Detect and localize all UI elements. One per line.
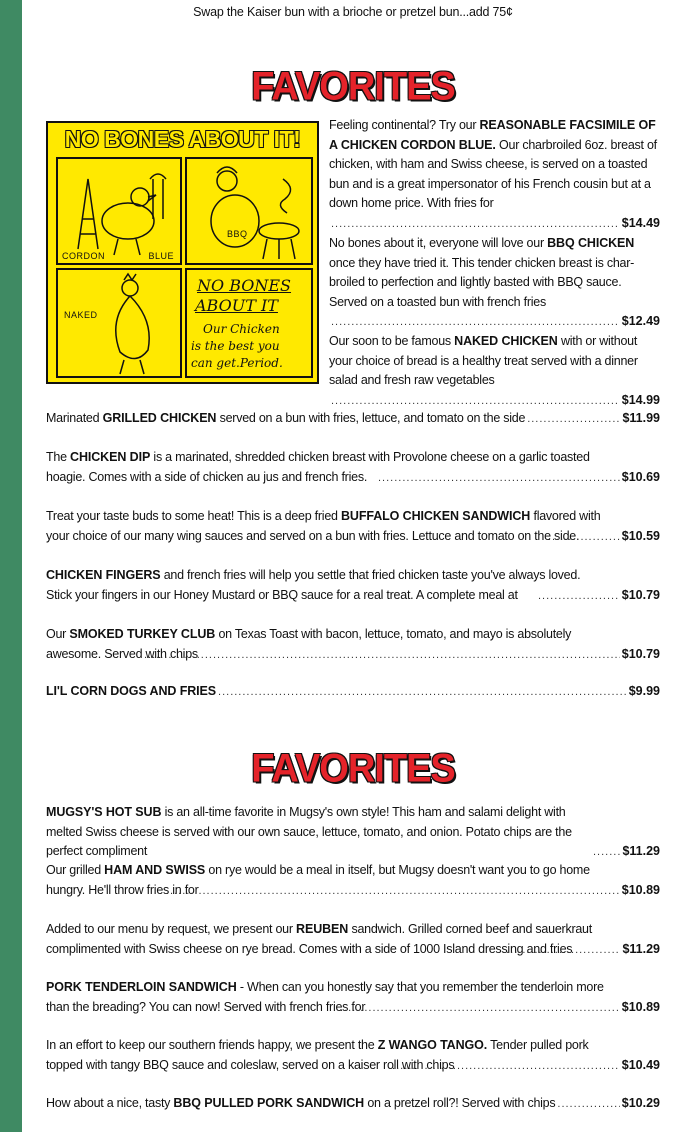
comic-panel-naked	[56, 268, 182, 378]
item-name: BUFFALO CHICKEN SANDWICH	[340, 509, 531, 523]
item-price: $9.99	[628, 684, 660, 698]
menu-item-bbq-pulled-pork	[46, 1094, 660, 1115]
item-desc: with or without your choice of bread is a healthy treat served with a dinner salad and fresh raw vegetables	[329, 334, 638, 387]
menu-item-mugsys-hot-sub	[46, 803, 660, 863]
menu-item-lil-corn-dogs	[46, 682, 660, 703]
bun-upgrade-note: Swap the Kaiser bun with a brioche or pretzel bun...add 75¢	[193, 5, 513, 19]
item-price: $10.79	[621, 646, 660, 661]
item-intro: Feeling continental? Try our	[329, 118, 477, 132]
item-price: $14.99	[621, 392, 660, 407]
menu-item-ham-and-swiss	[46, 861, 660, 901]
item-intro: Our soon to be famous	[329, 334, 451, 348]
menu-item-smoked-turkey-club	[46, 625, 660, 665]
item-name: REUBEN	[296, 922, 349, 936]
item-desc: is an all-time favorite in Mugsy's own style! This ham and salami delight with melted Swiss cheese is served with our own sauce, lettuce, tomato, and onion. Potato chips are the perfect compliment	[46, 805, 572, 858]
item-name: GRILLED CHICKEN	[102, 411, 217, 425]
item-desc: served on a bun with fries, lettuce, and tomato on the side	[219, 411, 526, 425]
item-price: $11.29	[622, 941, 660, 956]
item-intro: Our	[46, 627, 67, 641]
item-name: MUGSY'S HOT SUB	[46, 805, 162, 819]
comic-title: NO BONES ABOUT IT!	[64, 126, 301, 152]
item-desc: is a marinated, shredded chicken breast with Provolone cheese on a garlic toasted hoagie. Comes with a side of chicken au jus and french fries.	[46, 450, 590, 484]
price-line	[329, 391, 660, 412]
item-price: $10.89	[621, 882, 660, 897]
price-line	[329, 312, 660, 333]
item-price: $14.49	[621, 215, 660, 230]
sign-best-you: is the best you	[191, 339, 280, 353]
item-intro: No bones about it, everyone will love our	[329, 236, 544, 250]
price-line	[46, 682, 660, 703]
item-text	[329, 116, 660, 214]
menu-item-reuben	[46, 920, 660, 960]
menu-item-naked-chicken	[329, 332, 660, 411]
item-name: HAM AND SWISS	[104, 863, 206, 877]
price-line	[46, 409, 660, 430]
item-name: Z WANGO TANGO.	[377, 1038, 488, 1052]
item-text	[329, 332, 660, 391]
price-line	[329, 214, 660, 235]
left-green-border	[0, 0, 22, 1132]
item-text	[329, 234, 660, 312]
label-naked: NAKED	[64, 310, 98, 320]
menu-item-grilled-chicken	[46, 409, 660, 430]
item-name: BBQ CHICKEN	[547, 236, 635, 250]
item-price: $11.29	[622, 844, 660, 858]
item-intro: The	[46, 450, 67, 464]
item-price: $10.59	[621, 528, 660, 543]
menu-item-buffalo-chicken-sandwich	[46, 507, 660, 547]
item-price: $10.89	[621, 999, 660, 1014]
item-desc: on a pretzel roll?! Served with chips	[367, 1096, 556, 1110]
menu-item-bbq-chicken	[329, 234, 660, 333]
sign-our-chicken: Our Chicken	[203, 322, 280, 336]
menu-item-chicken-dip	[46, 448, 660, 488]
label-cordon: CORDON	[62, 251, 105, 261]
item-name: BBQ PULLED PORK SANDWICH	[173, 1096, 365, 1110]
item-intro: Treat your taste buds to some heat! This is a deep fried	[46, 509, 338, 523]
price-line	[46, 1094, 660, 1115]
sign-period: can get.Period.	[191, 356, 283, 370]
item-desc: flavored with your choice of our many wing sauces and served on a bun with fries. Lettuce and tomato on the side.	[46, 509, 601, 543]
item-desc: - When can you honestly say that you remember the tenderloin more than the breading? You can now! Served with french fries for	[46, 980, 604, 1014]
item-desc: sandwich. Grilled corned beef and sauerkraut complimented with Swiss cheese on rye bread. Comes with a side of 1000 Island dressing and fries	[46, 922, 592, 956]
menu-item-z-wango-tango	[46, 1036, 660, 1076]
menu-item-pork-tenderloin	[46, 978, 660, 1018]
item-name: REASONABLE FACSIMILE OF A CHICKEN CORDON BLUE.	[329, 118, 656, 152]
comic-panel-sign	[185, 268, 313, 378]
comic-panel-cordon-blue	[56, 157, 182, 265]
label-blue: BLUE	[148, 251, 174, 261]
item-name: NAKED CHICKEN	[454, 334, 558, 348]
menu-item-chicken-fingers	[46, 566, 660, 606]
item-desc: Our charbroiled 6oz. breast of chicken, with ham and Swiss cheese, is served on a toasted bun and is a great impersonator of his French cousin but at a down home price. With fries for	[329, 137, 657, 210]
favorites-heading-2: FAVORITES	[251, 746, 455, 792]
item-price: $10.29	[621, 1096, 660, 1110]
comic-panel-bbq	[185, 157, 313, 265]
item-name: LI'L CORN DOGS AND FRIES	[46, 684, 217, 698]
item-price: $11.99	[622, 411, 660, 425]
item-intro: In an effort to keep our southern friends happy, we present the	[46, 1038, 375, 1052]
no-bones-comic	[46, 121, 319, 384]
item-name: CHICKEN DIP	[70, 450, 151, 464]
item-price: $12.49	[621, 314, 660, 328]
item-intro: Marinated	[46, 411, 100, 425]
item-desc: once they have tried it. This tender chicken breast is char-broiled to perfection and lightly basted with BBQ sauce. Served on a toasted bun with french fries	[329, 255, 635, 309]
bbq-chicken-drawing	[187, 159, 311, 263]
item-desc: and french fries will help you settle that fried chicken taste you've always loved. Stick your fingers in our Honey Mustard or BBQ sauce for a real treat. A complete meal at	[46, 568, 581, 602]
item-desc: on Texas Toast with bacon, lettuce, tomato, and mayo is absolutely awesome. Served with chips	[46, 627, 572, 661]
menu-item-chicken-cordon-blue	[329, 116, 660, 234]
favorites-heading-1: FAVORITES	[251, 64, 455, 110]
item-desc: on rye would be a meal in itself, but Mugsy doesn't want you to go home hungry. He'll throw fries in for	[46, 863, 590, 897]
item-name: PORK TENDERLOIN SANDWICH	[46, 980, 237, 994]
item-name: CHICKEN FINGERS	[46, 568, 161, 582]
item-price: $10.69	[621, 469, 660, 484]
naked-chicken-drawing	[58, 270, 180, 376]
label-bbq: BBQ	[227, 229, 248, 239]
item-intro: Our grilled	[46, 863, 101, 877]
item-price: $10.79	[621, 587, 660, 602]
item-intro: How about a nice, tasty	[46, 1096, 171, 1110]
sign-about-it: ABOUT IT	[195, 296, 278, 315]
item-intro: Added to our menu by request, we present our	[46, 922, 293, 936]
cordon-blue-chicken-drawing	[58, 159, 180, 263]
item-price: $10.49	[621, 1057, 660, 1072]
item-desc: Tender pulled pork topped with tangy BBQ sauce and coleslaw, served on a kaiser roll with chips	[46, 1038, 589, 1072]
item-name: SMOKED TURKEY CLUB	[69, 627, 216, 641]
sign-no-bones: NO BONES	[197, 276, 292, 295]
